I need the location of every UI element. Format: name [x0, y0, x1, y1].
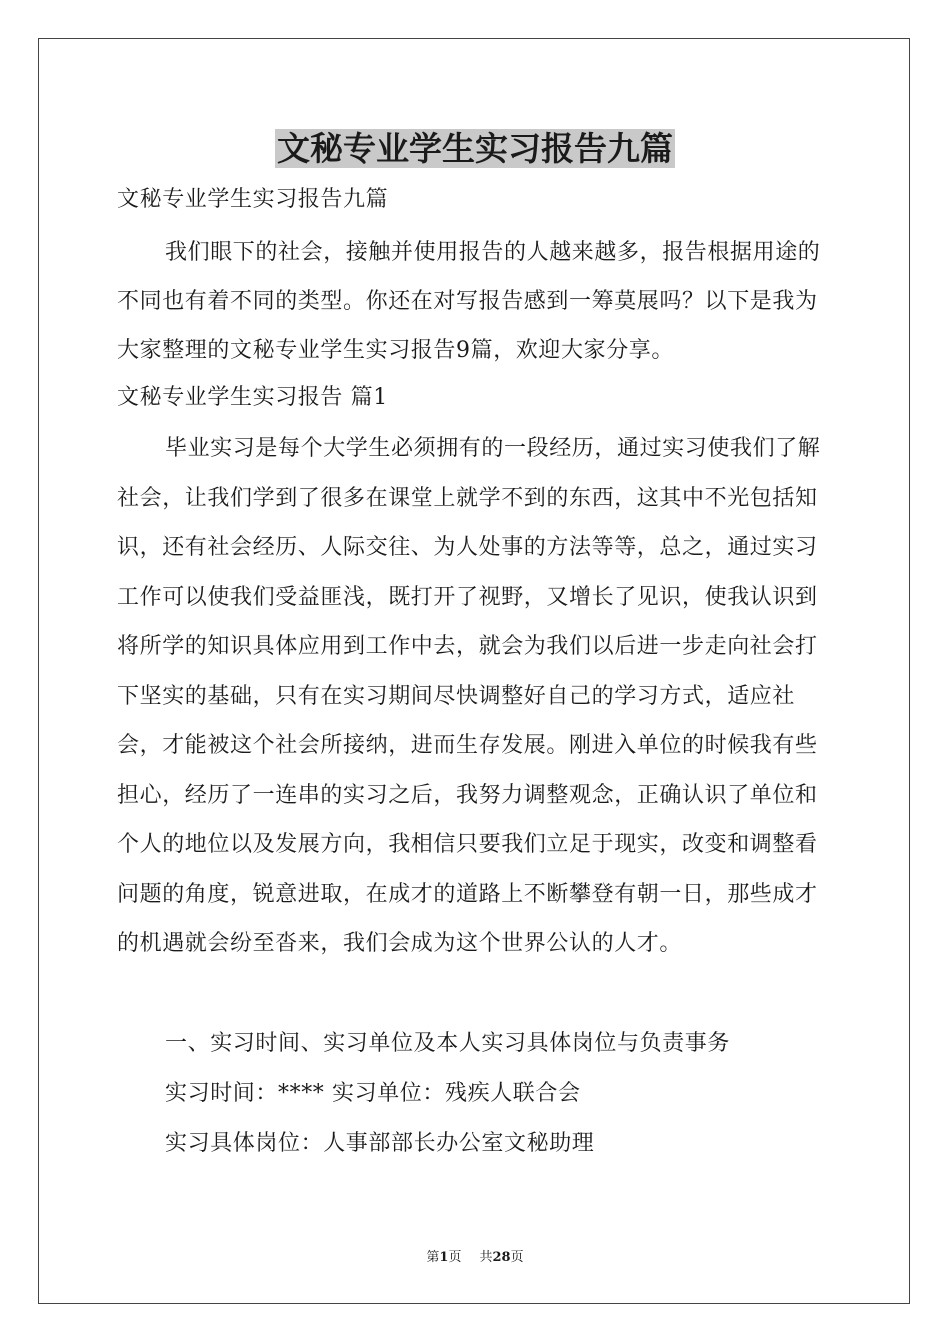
section-heading: 文秘专业学生实习报告 篇1	[117, 385, 388, 410]
page-prefix: 第	[426, 1250, 440, 1265]
intro-paragraph: 我们眼下的社会，接触并使用报告的人越来越多，报告根据用途的不同也有着不同的类型。你还在对写报告感到一筹莫展吗？以下是我为大家整理的文秘专业学生实习报告9篇，欢迎大家分享。	[117, 240, 821, 363]
item-heading: 一、实习时间、实习单位及本人实习具体岗位与负责事务	[165, 1031, 731, 1056]
document-title: 文秘专业学生实习报告九篇	[277, 129, 673, 168]
total-pages: 28	[492, 1250, 511, 1265]
page-footer	[0, 1246, 950, 1265]
page-number: 1	[439, 1250, 449, 1265]
document-subtitle: 文秘专业学生实习报告九篇	[117, 187, 389, 212]
internship-post-line: 实习具体岗位：人事部部长办公室文秘助理	[165, 1131, 595, 1156]
body-paragraph: 毕业实习是每个大学生必须拥有的一段经历，通过实习使我们了解社会，让我们学到了很多在课堂上就学不到的东西，这其中不光包括知识，还有社会经历、人际交往、为人处事的方法等等，总之，通过实习工作可以使我们受益匪浅，既打开了视野，又增长了见识，使我认识到将所学的知识具体应用到工作中去，就会为我们以后进一步走向社会打下坚实的基础，只有在实习期间尽快调整好自己的学习方式，适应社会，才能被这个社会所接纳，进而生存发展。刚进入单位的时候我有些担心，经历了一连串的实习之后，我努力调整观念，正确认识了单位和个人的地位以及发展方向，我相信只要我们立足于现实，改变和调整看问题的角度，锐意进取，在成才的道路上不断攀登有朝一日，那些成才的机遇就会纷至沓来，我们会成为这个世界公认的人才。	[117, 436, 821, 956]
internship-time-line: 实习时间：**** 实习单位：残疾人联合会	[165, 1081, 581, 1106]
total-prefix: 共	[479, 1250, 493, 1265]
page-suffix: 页	[448, 1250, 462, 1265]
total-suffix: 页	[510, 1250, 524, 1265]
